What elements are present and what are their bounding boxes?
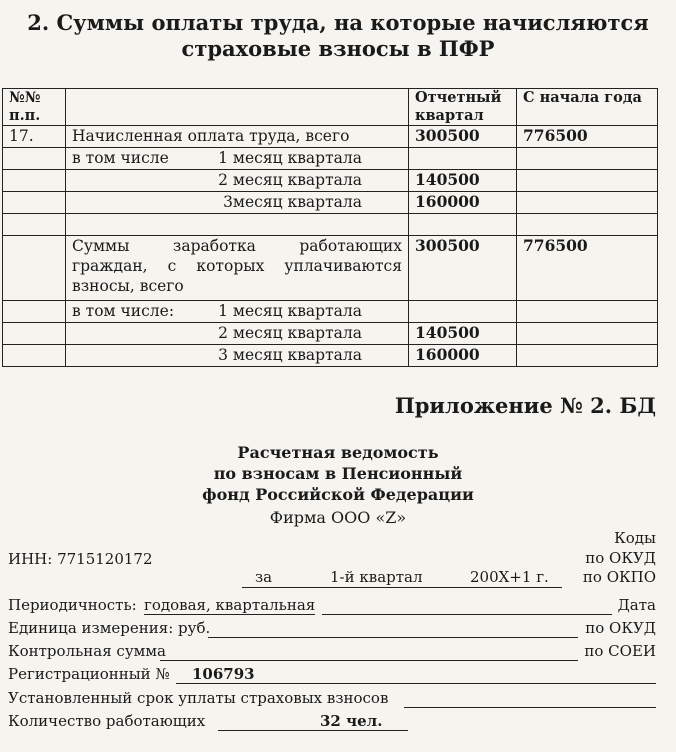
appendix-title: Приложение № 2. БД bbox=[394, 393, 656, 418]
okpo-label: по ОКПО bbox=[582, 568, 656, 586]
inn: ИНН: 7715120172 bbox=[8, 550, 153, 568]
codes-label: Коды bbox=[614, 529, 656, 547]
row-ytd bbox=[517, 323, 658, 345]
table-row bbox=[3, 170, 658, 192]
row-quarter: 300500 bbox=[409, 236, 517, 301]
checksum-label: Контрольная сумма bbox=[8, 642, 166, 660]
table-row bbox=[3, 126, 658, 148]
soei-label: по СОЕИ bbox=[584, 642, 656, 660]
row-desc bbox=[66, 148, 409, 170]
deadline-label: Установленный срок уплаты страховых взносов bbox=[8, 689, 389, 707]
row-desc: 2 месяц квартала bbox=[66, 323, 409, 345]
row-desc: 2 месяц квартала bbox=[66, 170, 409, 192]
row-ytd bbox=[517, 345, 658, 367]
row-ytd bbox=[517, 192, 658, 214]
row-quarter bbox=[409, 301, 517, 323]
table-row bbox=[3, 323, 658, 345]
row-desc-right: 1 месяц квартала bbox=[218, 302, 362, 320]
row-desc: 3месяц квартала bbox=[66, 192, 409, 214]
header-ytd: С начала года bbox=[517, 89, 658, 126]
period-year: 200Х+1 г. bbox=[470, 568, 549, 586]
row-desc-left: в том числе: bbox=[72, 302, 175, 320]
row-desc: 3 месяц квартала bbox=[66, 345, 409, 367]
header-desc bbox=[66, 89, 409, 126]
row-desc: Суммы заработка работающих граждан, с которых уплачиваются взносы, всего bbox=[66, 236, 409, 301]
row-ytd bbox=[517, 148, 658, 170]
row-desc-left: в том числе bbox=[72, 149, 169, 167]
period-value: 1-й квартал bbox=[330, 568, 423, 586]
firm-name: Фирма ООО «Z» bbox=[269, 508, 407, 527]
row-quarter: 140500 bbox=[409, 170, 517, 192]
table-row bbox=[3, 236, 658, 301]
row-ytd bbox=[517, 301, 658, 323]
row-quarter: 160000 bbox=[409, 345, 517, 367]
row-desc-right: 1 месяц квартала bbox=[218, 149, 362, 167]
statement-title-line3: фонд Российской Федерации bbox=[202, 485, 474, 504]
row-quarter: 160000 bbox=[409, 192, 517, 214]
row-desc bbox=[66, 301, 409, 323]
row-ytd bbox=[517, 170, 658, 192]
table-header-row bbox=[3, 89, 658, 126]
period-prefix: за bbox=[255, 568, 273, 586]
row-number: 17. bbox=[3, 126, 66, 148]
okud-label-2: по ОКУД bbox=[585, 619, 656, 637]
row-quarter: 300500 bbox=[409, 126, 517, 148]
okud-label: по ОКУД bbox=[585, 549, 656, 567]
periodicity-label: Периодичность: bbox=[8, 596, 137, 614]
reg-label: Регистрационный № bbox=[8, 665, 170, 683]
table-row bbox=[3, 301, 658, 323]
unit-label: Единица измерения: руб. bbox=[8, 619, 211, 637]
section-title-line1: 2. Суммы оплаты труда, на которые начисляются bbox=[27, 10, 649, 35]
table-row bbox=[3, 148, 658, 170]
row-ytd: 776500 bbox=[517, 126, 658, 148]
workers-value: 32 чел. bbox=[320, 712, 383, 730]
table-row bbox=[3, 345, 658, 367]
wages-table bbox=[2, 88, 658, 367]
reg-value: 106793 bbox=[192, 665, 255, 683]
row-quarter: 140500 bbox=[409, 323, 517, 345]
periodicity-value: годовая, квартальная bbox=[144, 596, 316, 614]
row-desc: Начисленная оплата труда, всего bbox=[66, 126, 409, 148]
header-num: №№ п.п. bbox=[3, 89, 66, 126]
table-row bbox=[3, 192, 658, 214]
row-quarter bbox=[409, 148, 517, 170]
table-row bbox=[3, 214, 658, 236]
statement-title-line2: по взносам в Пенсионный bbox=[213, 464, 463, 483]
statement-title-line1: Расчетная ведомость bbox=[237, 443, 439, 462]
period-underline bbox=[242, 587, 562, 588]
row-ytd: 776500 bbox=[517, 236, 658, 301]
header-quarter: Отчетный квартал bbox=[409, 89, 517, 126]
workers-label: Количество работающих bbox=[8, 712, 206, 730]
section-title-line2: страховые взносы в ПФР bbox=[181, 36, 495, 61]
date-label: Дата bbox=[617, 596, 656, 614]
